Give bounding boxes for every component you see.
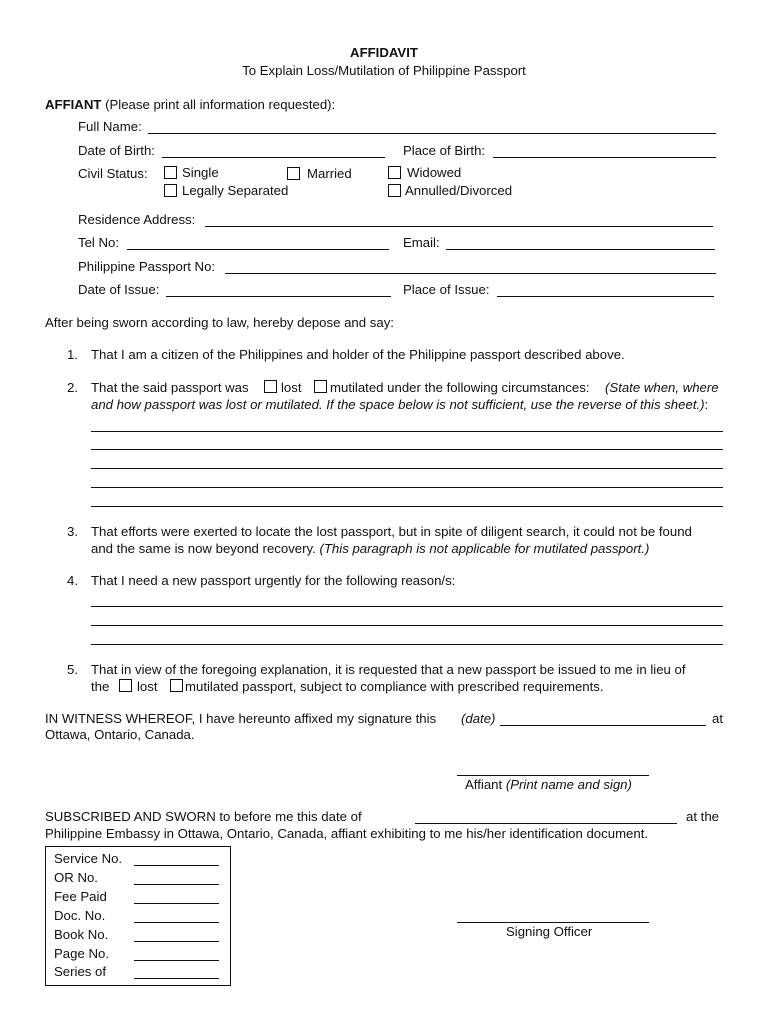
signing-officer-line[interactable] [457, 922, 649, 923]
circumstance-line-1[interactable] [91, 431, 723, 432]
service-no-field[interactable] [134, 865, 219, 866]
item-4-number: 4. [67, 573, 78, 588]
series-of-field[interactable] [134, 978, 219, 979]
circumstance-line-2[interactable] [91, 449, 723, 450]
affiant-caption-label: Affiant [465, 777, 503, 792]
item-2-instruction-2: and how passport was lost or mutilated. If the space below is not sufficient, use the reverse of this sheet.) [91, 397, 705, 412]
annulled-divorced-label: Annulled/Divorced [405, 183, 513, 198]
date-of-issue-field[interactable] [166, 296, 391, 297]
item-3-number: 3. [67, 524, 78, 539]
single-checkbox[interactable] [164, 166, 177, 179]
widowed-label: Widowed [407, 165, 462, 180]
affiant-note: (Please print all information requested): [101, 97, 336, 112]
full-name-label: Full Name: [78, 119, 142, 134]
item-3-note: (This paragraph is not applicable for mutilated passport.) [319, 541, 650, 556]
item-5-text-1: That in view of the foregoing explanation, it is requested that a new passport be issued to me in lieu of [91, 662, 686, 677]
subscribed-line-2: Philippine Embassy in Ottawa, Ontario, Canada, affiant exhibiting to me his/her identification document. [45, 826, 649, 841]
email-label: Email: [403, 235, 440, 250]
item-2-instruction-2-line [91, 397, 708, 412]
page-no-label: Page No. [54, 946, 109, 961]
date-of-issue-label: Date of Issue: [78, 282, 160, 297]
document-title: AFFIDAVIT [350, 45, 418, 60]
signing-officer-label: Signing Officer [506, 924, 593, 939]
married-checkbox[interactable] [287, 167, 300, 180]
fee-paid-label: Fee Paid [54, 889, 107, 904]
doc-no-field[interactable] [134, 922, 219, 923]
item-2-instruction-1: (State when, where [605, 380, 719, 395]
item-1-number: 1. [67, 347, 78, 362]
service-no-label: Service No. [54, 851, 123, 866]
witness-location: Ottawa, Ontario, Canada. [45, 727, 195, 742]
tel-no-label: Tel No: [78, 235, 120, 250]
full-name-field[interactable] [148, 133, 716, 134]
witness-at: at [712, 711, 723, 726]
witness-date-field[interactable] [500, 725, 706, 726]
place-of-issue-label: Place of Issue: [403, 282, 490, 297]
page-no-field[interactable] [134, 960, 219, 961]
circumstance-line-5[interactable] [91, 506, 723, 507]
place-of-birth-field[interactable] [493, 157, 716, 158]
item-2-number: 2. [67, 380, 78, 395]
book-no-label: Book No. [54, 927, 109, 942]
date-of-birth-field[interactable] [162, 157, 385, 158]
item-5-lost-checkbox[interactable] [119, 679, 132, 692]
item-2-text-a: That the said passport was [91, 380, 249, 395]
item-2-mutilated-label: mutilated under the following circumstances: [330, 380, 590, 395]
place-of-birth-label: Place of Birth: [403, 143, 486, 158]
passport-no-label: Philippine Passport No: [78, 259, 216, 274]
witness-date-label: (date) [461, 711, 496, 726]
affiant-heading [45, 97, 335, 112]
affiant-caption-note: (Print name and sign) [505, 777, 632, 792]
subscribed-text: SUBSCRIBED AND SWORN to before me this date of [45, 809, 362, 824]
item-2-mutilated-checkbox[interactable] [314, 380, 327, 393]
item-3-text-2-line [91, 541, 649, 556]
item-2-colon: : [704, 397, 709, 412]
reason-line-2[interactable] [91, 625, 723, 626]
item-5-text-2: mutilated passport, subject to compliance with prescribed requirements. [185, 679, 604, 694]
series-of-label: Series of [54, 964, 107, 979]
item-2-lost-label: lost [281, 380, 302, 395]
residence-address-field[interactable] [205, 226, 713, 227]
tel-no-field[interactable] [127, 249, 389, 250]
subscribed-at-the: at the [686, 809, 719, 824]
affiant-signature-caption [465, 777, 632, 792]
passport-no-field[interactable] [225, 273, 716, 274]
or-no-label: OR No. [54, 870, 98, 885]
item-3-text-2: and the same is now beyond recovery. [91, 541, 316, 556]
email-field[interactable] [446, 249, 715, 250]
residence-address-label: Residence Address: [78, 212, 196, 227]
item-2-lost-checkbox[interactable] [264, 380, 277, 393]
reason-line-3[interactable] [91, 644, 723, 645]
widowed-checkbox[interactable] [388, 166, 401, 179]
witness-text: IN WITNESS WHEREOF, I have hereunto affixed my signature this [45, 711, 437, 726]
item-5-lost-label: lost [137, 679, 158, 694]
legally-separated-checkbox[interactable] [164, 184, 177, 197]
fee-paid-field[interactable] [134, 903, 219, 904]
item-1-text: That I am a citizen of the Philippines and holder of the Philippine passport described above. [91, 347, 625, 362]
item-4-text: That I need a new passport urgently for the following reason/s: [91, 573, 456, 588]
single-label: Single [182, 165, 219, 180]
date-of-birth-label: Date of Birth: [78, 143, 155, 158]
item-5-number: 5. [67, 662, 78, 677]
subscribed-date-field[interactable] [415, 823, 677, 824]
sworn-intro: After being sworn according to law, hereby depose and say: [45, 315, 394, 330]
document-subtitle: To Explain Loss/Mutilation of Philippine Passport [242, 63, 526, 78]
married-label: Married [307, 166, 352, 181]
civil-status-label: Civil Status: [78, 166, 148, 181]
item-3-text-1: That efforts were exerted to locate the lost passport, but in spite of diligent search, it could not be found [91, 524, 692, 539]
circumstance-line-4[interactable] [91, 487, 723, 488]
affiant-signature-line[interactable] [457, 775, 649, 776]
legally-separated-label: Legally Separated [182, 183, 289, 198]
place-of-issue-field[interactable] [497, 296, 714, 297]
item-5-mutilated-checkbox[interactable] [170, 679, 183, 692]
doc-no-label: Doc. No. [54, 908, 106, 923]
circumstance-line-3[interactable] [91, 468, 723, 469]
affiant-label: AFFIANT [45, 97, 102, 112]
or-no-field[interactable] [134, 884, 219, 885]
item-5-the: the [91, 679, 110, 694]
annulled-divorced-checkbox[interactable] [388, 184, 401, 197]
reason-line-1[interactable] [91, 606, 723, 607]
book-no-field[interactable] [134, 941, 219, 942]
